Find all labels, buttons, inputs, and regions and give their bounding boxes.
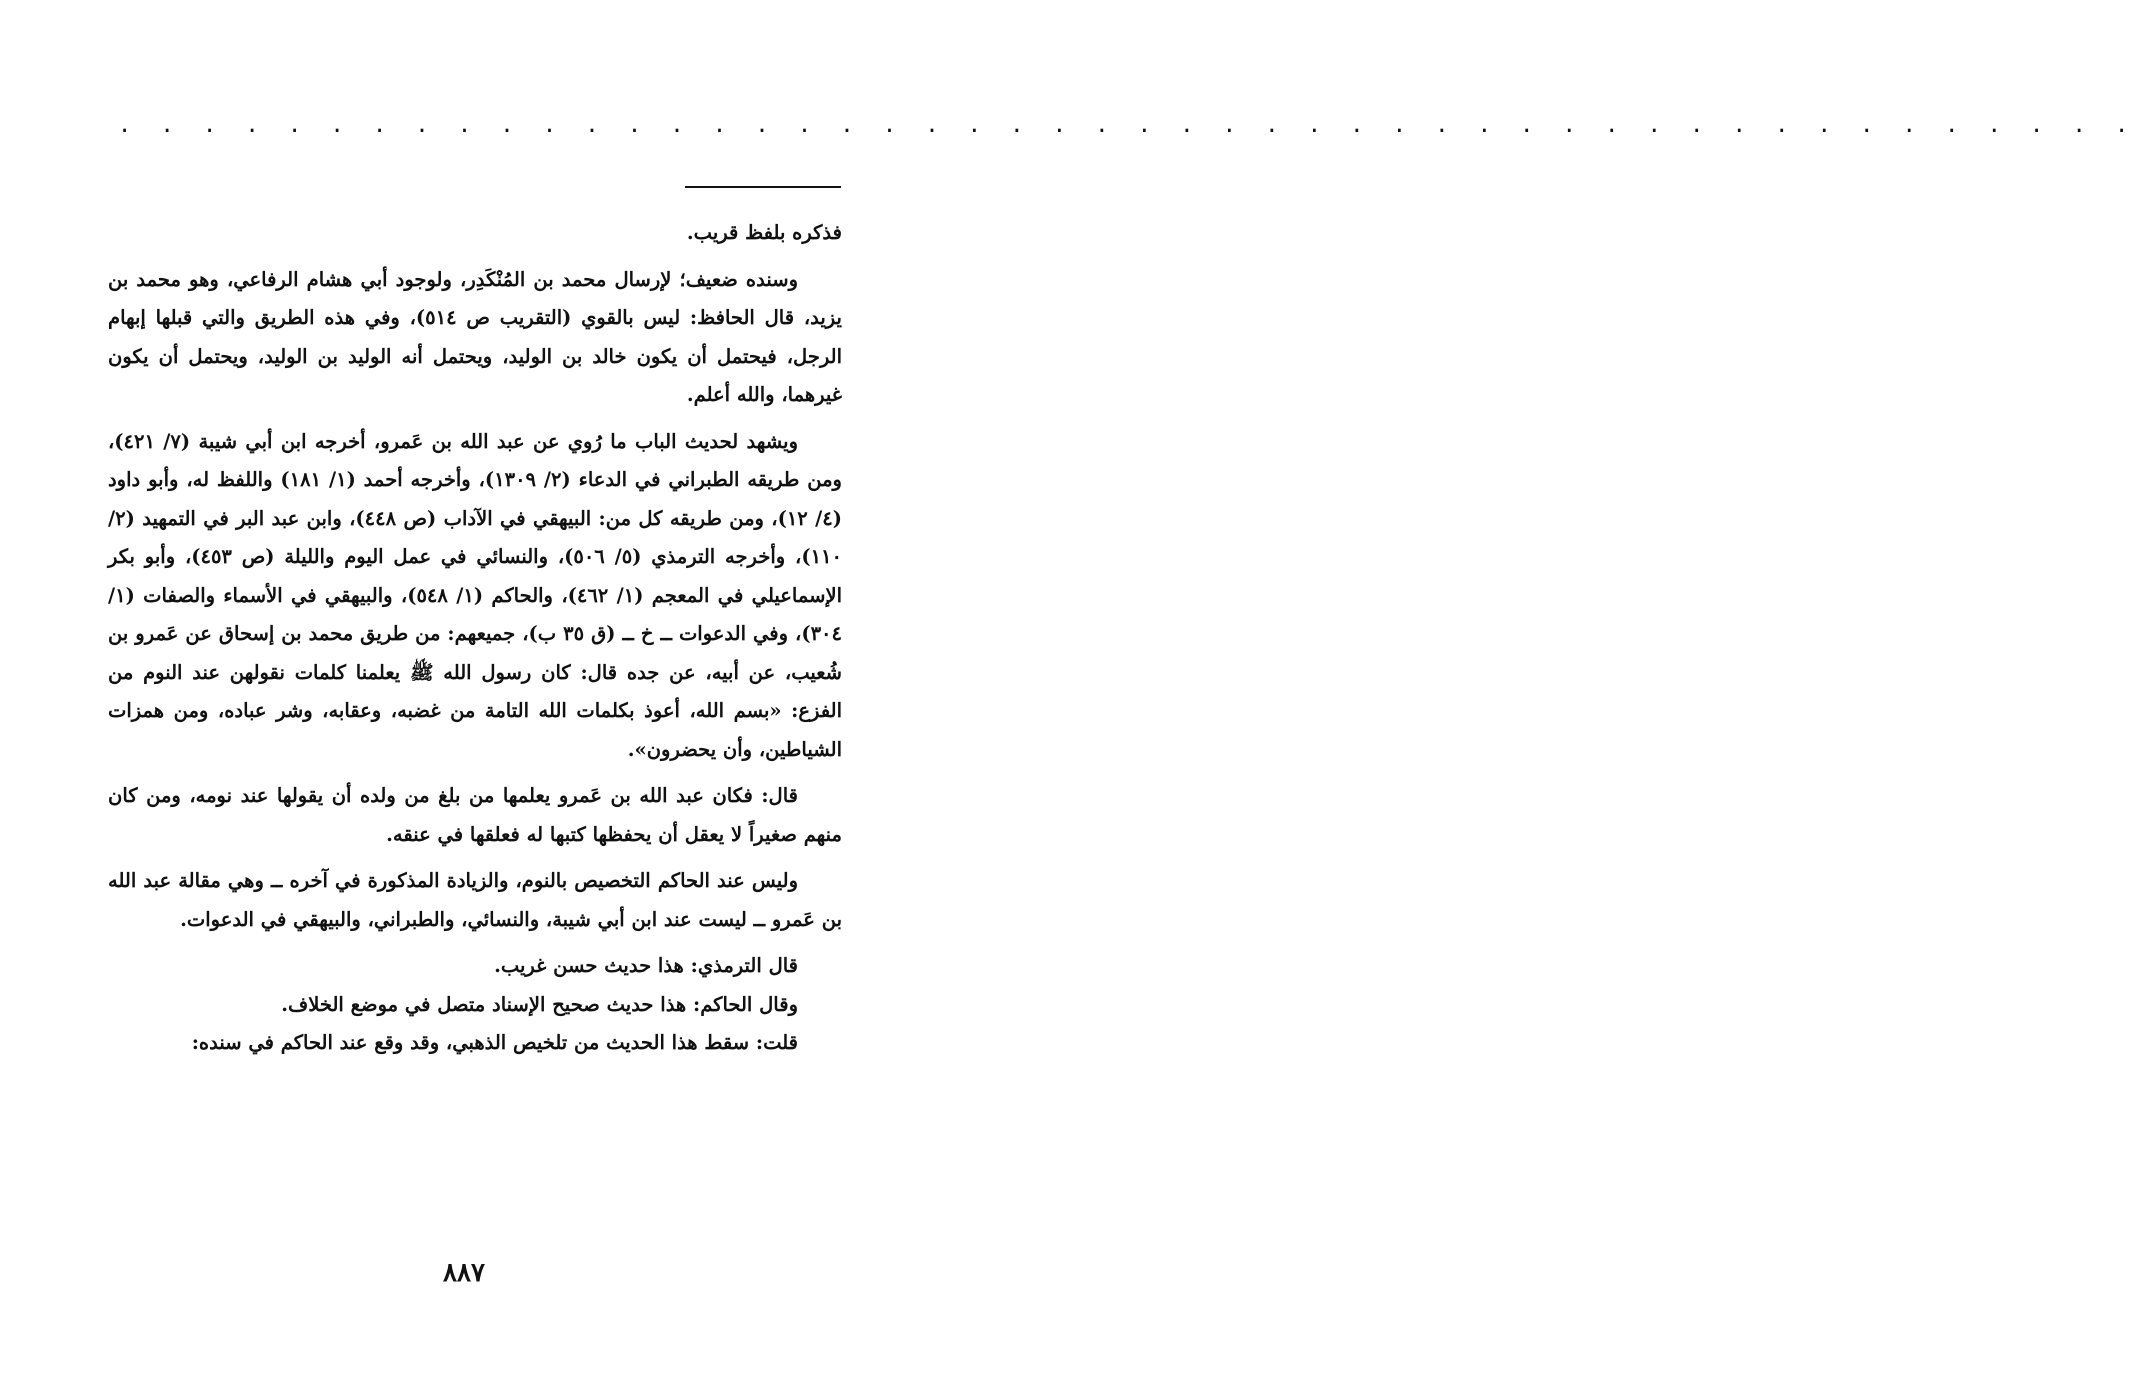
footnote-rule (685, 186, 841, 188)
paragraph-6: قال الترمذي: هذا حديث حسن غريب. (494, 954, 798, 977)
paragraph-7: وقال الحاكم: هذا حديث صحيح الإسناد متصل في موضع الخلاف. (281, 992, 798, 1016)
paragraph-5: وليس عند الحاكم التخصيص بالنوم، والزيادة المذكورة في آخره ــ وهي مقالة عبد الله بن عَمرو ــ ليست عند ابن أبي شيبة، والنسائي، والطبراني، والبيهقي في الدعوات. (108, 869, 842, 931)
paragraph-3: ويشهد لحديث الباب ما رُوي عن عبد الله بن عَمرو، أخرجه ابن أبي شيبة (٧/ ٤٢١)، ومن طريقه الطبراني في الدعاء (٢/ ١٣٠٩)، وأخرجه أحمد (١/ ١٨١) واللفظ له، وأبو داود (٤/ ١٢)، ومن طريقه كل من: البيهقي في الآداب (ص ٤٤٨)، وابن عبد البر في التمهيد (٢/ ١١٠)، وأخرجه الترمذي (٥/ ٥٠٦)، والنسائي في عمل اليوم والليلة (ص ٤٥٣)، وأبو بكر الإسماعيلي في المعجم (١/ ٤٦٢)، والحاكم (١/ ٥٤٨)، والبيهقي في الأسماء والصفات (١/ ٣٠٤)، وفي الدعوات ــ خ ــ (ق ٣٥ ب)، جميعهم: من طريق محمد بن إسحاق عن عَمرو بن شُعيب، عن أبيه، عن جده قال: كان رسول الله ﷺ يعلمنا كلمات نقولهن عند النوم من الفزع: «بسم الله، أعوذ بكلمات الله التامة من غضبه، وعقابه، وشر عباده، ومن همزات الشياطين، وأن يحضرون». (108, 429, 843, 761)
paragraph-1: فذكره بلفظ قريب. (686, 221, 842, 244)
page-number: ٨٨٧ (443, 1258, 485, 1288)
page-body (108, 214, 842, 1063)
paragraph-4: قال: فكان عبد الله بن عَمرو يعلمها من بلغ من ولده أن يقولها عند نومه، ومن كان منهم صغيراً لا يعقل أن يحفظها كتبها له فعلقها في عنقه. (108, 784, 842, 846)
dotted-separator: · · · · · · · · · · · · · · · · · · · · · · · · · · · · · · · · · · · · · · · · · · · · · · · · (118, 119, 2136, 144)
paragraph-8: قلت: سقط هذا الحديث من تلخيص الذهبي، وقد وقع عند الحاكم في سنده: (191, 1031, 798, 1054)
paragraph-2: وسنده ضعيف؛ لإرسال محمد بن المُنْكَدِر، ولوجود أبي هشام الرفاعي، وهو محمد بن يزيد، قال الحافظ: ليس بالقوي (التقريب ص ٥١٤)، وفي هذه الطريق والتي قبلها إبهام الرجل، فيحتمل أن يكون خالد بن الوليد، ويحتمل أنه الوليد بن الوليد، ويحتمل أن يكون غيرهما، والله أعلم. (108, 267, 842, 406)
